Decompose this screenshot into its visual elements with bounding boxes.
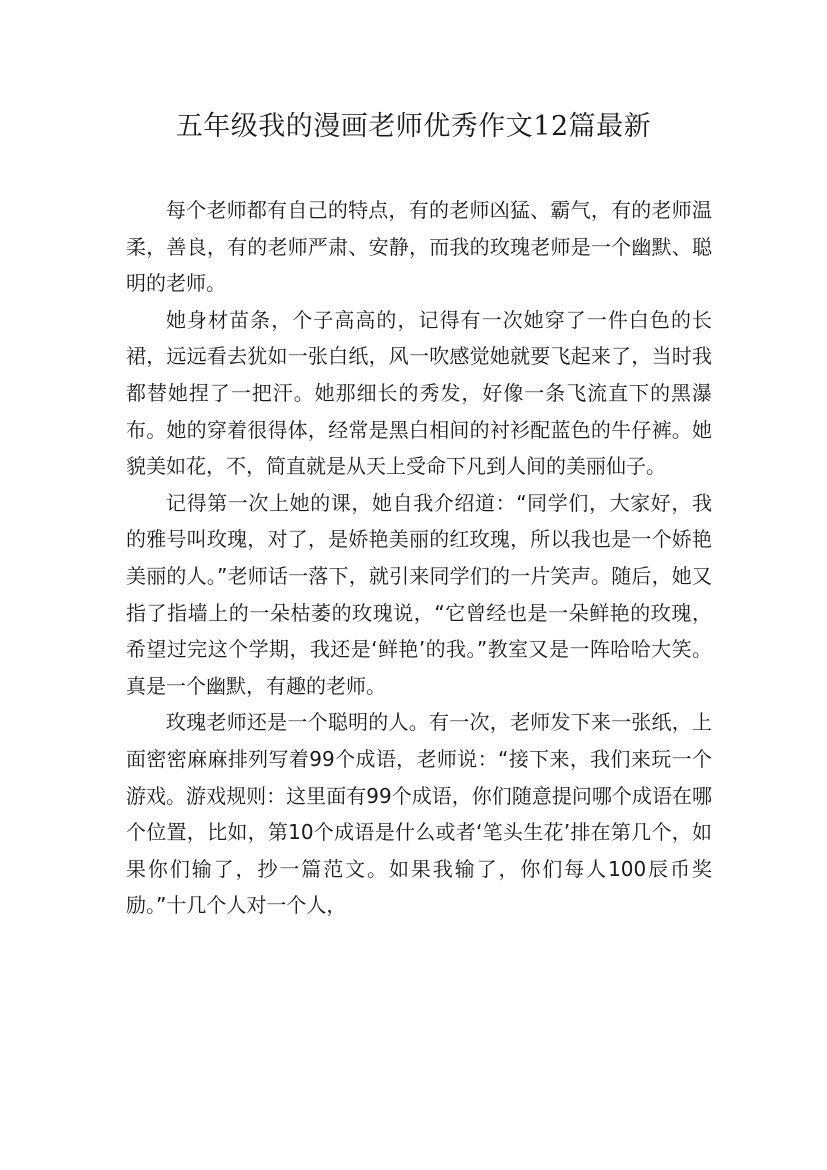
paragraph-1: 每个老师都有自己的特点，有的老师凶猛、霸气，有的老师温柔，善良，有的老师严肃、安静，而我的玫瑰老师是一个幽默、聪明的老师。 — [126, 198, 712, 296]
document-body — [126, 192, 712, 924]
document-title: 五年级我的漫画老师优秀作文12篇最新 — [175, 111, 652, 142]
paragraph-3: 记得第一次上她的课，她自我介绍道：“同学们，大家好，我的雅号叫玫瑰，对了，是娇艳美丽的红玫瑰，所以我也是一个娇艳美丽的人。”老师话一落下，就引来同学们的一片笑声。随后，她又指了指墙上的一朵枯萎的玫瑰说，“它曾经也是一朵鲜艳的玫瑰，希望过完这个学期，我还是‘鲜艳’的我。”教室又是一阵哈哈大笑。真是一个幽默，有趣的老师。 — [126, 490, 712, 698]
paragraph-2: 她身材苗条，个子高高的，记得有一次她穿了一件白色的长裙，远远看去犹如一张白纸，风一吹感觉她就要飞起来了，当时我都替她捏了一把汗。她那细长的秀发，好像一条飞流直下的黑瀑布。她的穿着很得体，经常是黑白相间的衬衫配蓝色的牛仔裤。她貌美如花，不，简直就是从天上受命下凡到人间的美丽仙子。 — [126, 307, 712, 479]
paragraph-4: 玫瑰老师还是一个聪明的人。有一次，老师发下来一张纸，上面密密麻麻排列写着99个成语，老师说：“接下来，我们来玩一个游戏。游戏规则：这里面有99个成语，你们随意提问哪个成语在哪个位置，比如，第10个成语是什么或者‘笔头生花’排在第几个，如果你们输了，抄一篇范文。如果我输了，你们每人100辰币奖励。”十几个人对一个人， — [126, 710, 712, 918]
